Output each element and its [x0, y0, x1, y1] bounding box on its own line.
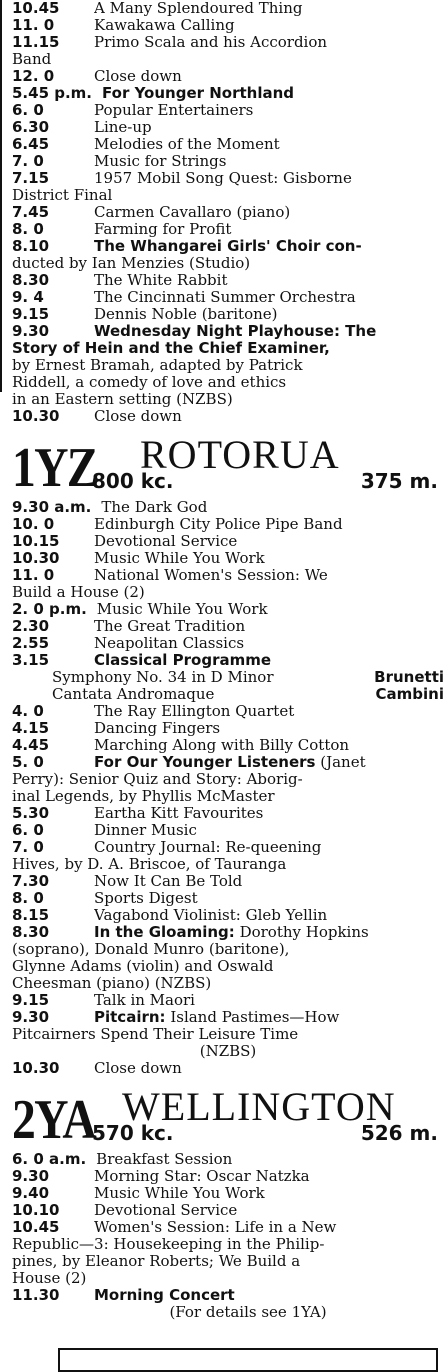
entry-title [94, 839, 444, 856]
box-rule [58, 1348, 438, 1372]
programme-entry [12, 992, 444, 1009]
entry-title [94, 737, 444, 754]
entry-time: 4. 0 [12, 702, 44, 720]
entry-title [94, 533, 444, 550]
programme-entry [12, 1185, 444, 1202]
programme-entry [12, 805, 444, 822]
entry-title [94, 34, 444, 51]
entry-title [94, 703, 444, 720]
entry-time: 6. 0 [12, 101, 44, 119]
entry-time: 10.30 [12, 407, 60, 425]
concert-note: (For details see 1YA) [169, 1304, 327, 1321]
programme-entry [12, 323, 444, 340]
station-header-2ya [12, 1084, 444, 1151]
entry-text: Music While You Work [96, 601, 268, 618]
entry-title [94, 1219, 444, 1236]
entry-text: Carmen Cavallaro (piano) [94, 204, 291, 221]
entry-title [94, 890, 444, 907]
classical-item [12, 686, 444, 703]
work-title: Symphony No. 34 in D Minor [52, 668, 274, 686]
entry-continuation: Glynne Adams (violin) and Oswald [12, 958, 274, 975]
entry-time: 7.45 [12, 203, 50, 221]
programme-entry [12, 272, 444, 289]
entry-time: 10. 0 [12, 515, 55, 533]
entry-title [94, 652, 444, 669]
programme-entry [12, 153, 444, 170]
programme-entry [12, 601, 444, 618]
wellington-listing [12, 1151, 444, 1304]
entry-text: Edinburgh City Police Pipe Band [94, 516, 343, 533]
entry-text: Eartha Kitt Favourites [94, 805, 264, 822]
entry-text: The Cincinnati Summer Orchestra [94, 289, 356, 306]
entry-time: 7.30 [12, 872, 50, 890]
entry-title [97, 601, 444, 618]
entry-title [94, 618, 444, 635]
entry-time: 9.30 [12, 1167, 50, 1185]
entry-continuation: Riddell, a comedy of love and ethics [12, 374, 287, 391]
entry-time: 6.30 [12, 118, 50, 136]
entry-time: 6. 0 a.m. [12, 1150, 87, 1168]
station-wavelength: 526 m. [360, 1121, 438, 1145]
entry-title [94, 567, 444, 584]
top-listing [12, 0, 444, 425]
entry-title [94, 1060, 444, 1077]
classical-item [12, 669, 444, 686]
entry-text: Music While You Work [94, 1185, 265, 1202]
programme-entry [12, 0, 444, 17]
entry-text: Classical Programme [94, 652, 272, 669]
entry-continuation: inal Legends, by Phyllis McMaster [12, 788, 275, 805]
entry-text: Breakfast Session [96, 1151, 233, 1168]
programme-entry [12, 221, 444, 238]
entry-title [94, 153, 444, 170]
programme-entry [12, 907, 444, 924]
entry-time: 5. 0 [12, 753, 44, 771]
entry-time: 10.45 [12, 0, 60, 17]
entry-text: Close down [94, 408, 182, 425]
entry-text: National Women's Session: We [94, 567, 328, 584]
entry-time: 11. 0 [12, 16, 55, 34]
entry-time: 2.55 [12, 634, 50, 652]
entry-time: 9.15 [12, 305, 50, 323]
entry-text: Devotional Service [94, 533, 238, 550]
programme-entry [12, 618, 444, 635]
composer: Brunetti [374, 668, 444, 686]
entry-text: In the Gloaming: [94, 924, 235, 941]
rotorua-listing-continued [12, 703, 444, 1077]
entry-title [94, 272, 444, 289]
entry-text: A Many Splendoured Thing [94, 0, 303, 17]
programme-entry [12, 1202, 444, 1219]
entry-time: 6.45 [12, 135, 50, 153]
entry-text-tail: Dorothy Hopkins [234, 924, 369, 941]
programme-entry [12, 516, 444, 533]
entry-text: The Great Tradition [94, 618, 246, 635]
entry-time: 11. 0 [12, 566, 55, 584]
station-header-1yz [12, 432, 444, 499]
programme-entry [12, 652, 444, 669]
entry-title [94, 805, 444, 822]
entry-text-tail: Island Pastimes—How [165, 1009, 340, 1026]
programme-column [12, 0, 444, 1321]
entry-title [96, 1151, 444, 1168]
entry-title [94, 136, 444, 153]
entry-continuation: by Ernest Bramah, adapted by Patrick [12, 357, 303, 374]
programme-entry [12, 1009, 444, 1026]
entry-text: Neapolitan Classics [94, 635, 245, 652]
entry-continuation: Story of Hein and the Chief Examiner, [12, 340, 330, 357]
station-frequency: 570 kc. [92, 1121, 174, 1145]
programme-entry [12, 720, 444, 737]
entry-time: 8.30 [12, 923, 50, 941]
station-wavelength: 375 m. [360, 469, 438, 493]
entry-text: The White Rabbit [94, 272, 228, 289]
programme-entry [12, 567, 444, 584]
programme-entry [12, 839, 444, 856]
station-city: WELLINGTON [122, 1084, 396, 1129]
composer: Cambini [375, 685, 444, 703]
entry-title [94, 68, 444, 85]
entry-title [94, 754, 444, 771]
entry-time: 10.30 [12, 549, 60, 567]
entry-continuation: Cheesman (piano) (NZBS) [12, 975, 212, 992]
entry-text: Popular Entertainers [94, 102, 254, 119]
programme-entry [12, 533, 444, 550]
programme-entry [12, 119, 444, 136]
entry-text: For Younger Northland [102, 85, 295, 102]
entry-time: 8.15 [12, 906, 50, 924]
programme-entry [12, 1168, 444, 1185]
entry-continuation: Republic—3: Housekeeping in the Philip- [12, 1236, 325, 1253]
entry-time: 7. 0 [12, 838, 44, 856]
programme-entry [12, 550, 444, 567]
entry-text: Kawakawa Calling [94, 17, 235, 34]
entry-text: Morning Concert [94, 1287, 235, 1304]
entry-time: 8. 0 [12, 220, 44, 238]
entry-title [94, 323, 444, 340]
entry-text: Now It Can Be Told [94, 873, 243, 890]
entry-title [94, 992, 444, 1009]
work-title: Cantata Andromaque [52, 685, 215, 703]
programme-entry [12, 102, 444, 119]
entry-continuation: District Final [12, 187, 113, 204]
entry-title [94, 1009, 444, 1026]
entry-title [94, 204, 444, 221]
programme-entry [12, 890, 444, 907]
entry-continuation: (soprano), Donald Munro (baritone), [12, 941, 290, 958]
programme-entry [12, 68, 444, 85]
entry-time: 11.15 [12, 33, 60, 51]
programme-entry [12, 17, 444, 34]
entry-time: 8.30 [12, 271, 50, 289]
entry-title [94, 221, 444, 238]
programme-entry [12, 499, 444, 516]
entry-title [102, 85, 444, 102]
entry-text: Talk in Maori [94, 992, 195, 1009]
entry-text: Vagabond Violinist: Gleb Yellin [94, 907, 328, 924]
entry-text: Wednesday Night Playhouse: The [94, 323, 377, 340]
entry-text: Women's Session: Life in a New [94, 1219, 337, 1236]
entry-time: 3.15 [12, 651, 50, 669]
station-call-sign: 2YA [12, 1089, 96, 1151]
entry-continuation: Band [12, 51, 52, 68]
entry-text: Country Journal: Re-queening [94, 839, 322, 856]
programme-entry [12, 1151, 444, 1168]
entry-text: Dennis Noble (baritone) [94, 306, 278, 323]
entry-time: 9.30 [12, 1008, 50, 1026]
entry-title [94, 1202, 444, 1219]
entry-title [94, 1185, 444, 1202]
entry-time: 5.45 p.m. [12, 84, 92, 102]
entry-time: 2. 0 p.m. [12, 600, 87, 618]
entry-title [94, 289, 444, 306]
station-city: ROTORUA [140, 432, 340, 477]
entry-title [94, 408, 444, 425]
entry-time: 4.15 [12, 719, 50, 737]
entry-continuation: ducted by Ian Menzies (Studio) [12, 255, 251, 272]
entry-continuation: in an Eastern setting (NZBS) [12, 391, 233, 408]
classical-programme-items [12, 669, 444, 703]
entry-time: 9.15 [12, 991, 50, 1009]
entry-time: 9. 4 [12, 288, 44, 306]
entry-title [94, 516, 444, 533]
entry-title [94, 170, 444, 187]
entry-title [94, 635, 444, 652]
entry-time: 6. 0 [12, 821, 44, 839]
entry-continuation: Build a House (2) [12, 584, 145, 601]
entry-text: The Ray Ellington Quartet [94, 703, 295, 720]
entry-title [94, 550, 444, 567]
entry-time: 7.15 [12, 169, 50, 187]
entry-time: 11.30 [12, 1286, 60, 1304]
entry-title [94, 720, 444, 737]
entry-title [94, 907, 444, 924]
entry-title [94, 102, 444, 119]
programme-entry [12, 635, 444, 652]
entry-text: The Whangarei Girls' Choir con- [94, 238, 362, 255]
programme-entry [12, 737, 444, 754]
station-frequency: 800 kc. [92, 469, 174, 493]
entry-text: Music While You Work [94, 550, 265, 567]
entry-time: 9.30 a.m. [12, 498, 92, 516]
programme-entry [12, 822, 444, 839]
rotorua-listing [12, 499, 444, 669]
entry-title [94, 822, 444, 839]
entry-text: Primo Scala and his Accordion [94, 34, 328, 51]
entry-time: 7. 0 [12, 152, 44, 170]
entry-text: The Dark God [101, 499, 208, 516]
entry-continuation: House (2) [12, 1270, 87, 1287]
entry-time: 4.45 [12, 736, 50, 754]
entry-title [101, 499, 444, 516]
entry-time: 10.10 [12, 1201, 60, 1219]
programme-entry [12, 85, 444, 102]
station-call-sign: 1YZ [12, 437, 97, 499]
entry-text: Pitcairn: [94, 1009, 166, 1026]
entry-continuation: Hives, by D. A. Briscoe, of Tauranga [12, 856, 287, 873]
entry-title [94, 0, 444, 17]
entry-title [94, 119, 444, 136]
programme-entry [12, 204, 444, 221]
programme-entry [12, 289, 444, 306]
entry-text: Morning Star: Oscar Natzka [94, 1168, 310, 1185]
entry-title [94, 238, 444, 255]
programme-entry [12, 136, 444, 153]
entry-time: 9.40 [12, 1184, 50, 1202]
entry-continuation: pines, by Eleanor Roberts; We Build a [12, 1253, 301, 1270]
entry-title [94, 873, 444, 890]
programme-entry [12, 306, 444, 323]
programme-entry [12, 238, 444, 255]
programme-entry [12, 34, 444, 51]
entry-text: Dinner Music [94, 822, 197, 839]
column-rule [0, 0, 2, 392]
entry-time: 8.10 [12, 237, 50, 255]
programme-entry [12, 1060, 444, 1077]
entry-title [94, 1168, 444, 1185]
entry-text: Marching Along with Billy Cotton [94, 737, 350, 754]
entry-text: Farming for Profit [94, 221, 232, 238]
programme-entry [12, 703, 444, 720]
programme-entry [12, 754, 444, 771]
entry-time: 9.30 [12, 322, 50, 340]
entry-text: Dancing Fingers [94, 720, 221, 737]
entry-text: Devotional Service [94, 1202, 238, 1219]
entry-text: Melodies of the Moment [94, 136, 280, 153]
entry-time: 2.30 [12, 617, 50, 635]
programme-entry [12, 873, 444, 890]
entry-text: For Our Younger Listeners [94, 754, 316, 771]
entry-text: Sports Digest [94, 890, 198, 907]
entry-text: Music for Strings [94, 153, 227, 170]
entry-time: 10.45 [12, 1218, 60, 1236]
programme-entry [12, 924, 444, 941]
entry-text-tail: (Janet [315, 754, 366, 771]
entry-text: 1957 Mobil Song Quest: Gisborne [94, 170, 352, 187]
entry-continuation: (NZBS) [199, 1043, 257, 1060]
entry-text: Line-up [94, 119, 152, 136]
entry-text: Close down [94, 68, 182, 85]
entry-time: 12. 0 [12, 67, 55, 85]
programme-entry [12, 408, 444, 425]
entry-continuation: Perry): Senior Quiz and Story: Aborig- [12, 771, 303, 788]
entry-continuation: Pitcairners Spend Their Leisure Time [12, 1026, 299, 1043]
programme-entry [12, 1287, 444, 1304]
entry-time: 8. 0 [12, 889, 44, 907]
programme-entry [12, 1219, 444, 1236]
entry-title [94, 306, 444, 323]
entry-time: 10.30 [12, 1059, 60, 1077]
entry-text: Close down [94, 1060, 182, 1077]
programme-entry [12, 170, 444, 187]
entry-time: 10.15 [12, 532, 60, 550]
entry-title [94, 17, 444, 34]
entry-title [94, 1287, 444, 1304]
entry-title [94, 924, 444, 941]
entry-time: 5.30 [12, 804, 50, 822]
